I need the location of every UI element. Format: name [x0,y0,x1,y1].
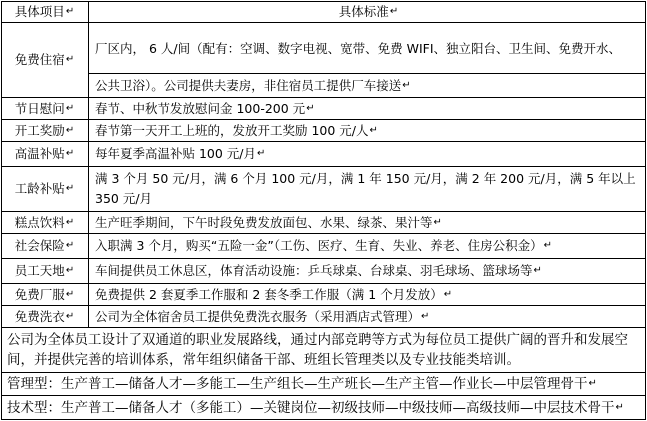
row-label: 社会保险 [14,238,65,253]
row-label: 节日慰问 [14,100,65,116]
row-value: 每年夏季高温补贴 100 元/月 [95,146,257,161]
housing-sub-row-1 [89,23,646,74]
row-label: 免费洗衣 [14,308,65,324]
career-intro-row [1,328,646,373]
career-technical-path: 技术型：生产普工—储备人才（多能工）—关键岗位—初级技师—中级技师—高级技师—中层技术骨干 [7,400,615,416]
table-row-laundry: 免费洗衣 ↵ 公司为全体宿舍员工提供免费洗衣服务（采用酒店式管理） ↵ [1,306,646,328]
header-standard-label: 具体标准 [338,3,389,19]
row-label: 免费住宿 [14,52,65,67]
row-value: 车间提供员工休息区，体育活动设施：乒乓球桌、台球桌、羽毛球场、篮球场等 [95,263,533,278]
row-value: 免费提供 2 套夏季工作服和 2 套冬季工作服（满 1 个月发放） [95,286,443,302]
career-management-row: 管理型：生产普工—储备人才—多能工—生产组长—生产班长—生产主管—作业长—中层管理骨干 ↵ [1,373,646,396]
header-row [1,1,646,23]
row-label: 员工天地 [14,263,65,278]
table-row-snacks: 糕点饮料 ↵ 生产旺季期间，下午时段免费发放面包、水果、绿茶、果汁等 ↵ [1,212,646,234]
table-row-housing [1,23,646,98]
row-value: 生产旺季期间，下午时段免费发放面包、水果、绿茶、果汁等 [95,214,433,230]
career-management-path: 管理型：生产普工—储备人才—多能工—生产组长—生产班长—生产主管—作业长—中层管理骨干 [7,376,588,392]
row-value: 满 3 个月 50 元/月，满 6 个月 100 元/月，满 1 年 150 元/月，满 2 年 200 元/月，满 5 年以上 350 元/月 [95,171,636,206]
career-intro-text: 公司为全体员工设计了双通道的职业发展路线，通过内部竞聘等方式为每位员工提供广阔的晋升和发展空间，并提供完善的培训体系，常年组织储备干部、班组长管理类以及专业技能类培训。 [7,332,628,368]
header-col-item: 具体项目 ↵ [1,1,89,22]
table-row-insurance: 社会保险 ↵ 入职满 3 个月，购买“五险一金”（工伤、医疗、生育、失业、养老、住房公积金） ↵ [1,234,646,259]
housing-sub-row-2: 公共卫浴）。公司提供夫妻房，非住宿员工提供厂车接送 ↵ [89,73,646,98]
row-label-cell: 免费住宿 ↵ [1,23,89,97]
housing-line-2: 公共卫浴）。公司提供夫妻房，非住宿员工提供厂车接送 [95,77,402,93]
table-row-staff-area: 员工天地 ↵ 车间提供员工休息区，体育活动设施：乒乓球桌、台球桌、羽毛球场、篮球场等 ↵ [1,259,646,284]
row-value: 春节第一天开工上班的，发放开工奖励 100 元/人 [95,122,369,138]
career-technical-row: 技术型：生产普工—储备人才（多能工）—关键岗位—初级技师—中级技师—高级技师—中层技术骨干 ↵ [7,400,624,416]
table-row-heat-allowance: 高温补贴 ↵ 每年夏季高温补贴 100 元/月 ↵ [1,142,646,167]
benefits-table [1,1,646,420]
header-item-label: 具体项目 [14,3,65,19]
row-value: 公司为全体宿舍员工提供免费洗衣服务（采用酒店式管理） [95,308,421,324]
row-value: 入职满 3 个月，购买“五险一金”（工伤、医疗、生育、失业、养老、住房公积金） [95,238,543,253]
row-label: 工龄补贴 [14,181,65,196]
row-label: 高温补贴 [14,146,65,161]
header-col-standard: 具体标准 ↵ [89,1,646,22]
row-label: 免费厂服 [14,286,65,302]
row-label: 开工奖励 [14,122,65,138]
table-row-start-bonus: 开工奖励 ↵ 春节第一天开工上班的，发放开工奖励 100 元/人 ↵ [1,120,646,142]
table-row-seniority: 工龄补贴 ↵ 满 3 个月 50 元/月，满 6 个月 100 元/月，满 1 年 150 元/月，满 2 年 200 元/月，满 5 年以上 350 元/月 [1,167,646,212]
housing-line-1: 厂区内， 6 人/间（配有：空调、数字电视、宽带、免费 WIFI、独立阳台、卫生间、免费开水、 [95,41,622,56]
row-label: 糕点饮料 [14,214,65,230]
table-row-holiday: 节日慰问 ↵ 春节、中秋节发放慰问金 100-200 元 ↵ [1,98,646,120]
table-row-uniform: 免费厂服 ↵ 免费提供 2 套夏季工作服和 2 套冬季工作服（满 1 个月发放） ↵ [1,284,646,306]
row-value: 春节、中秋节发放慰问金 100-200 元 [95,100,306,116]
